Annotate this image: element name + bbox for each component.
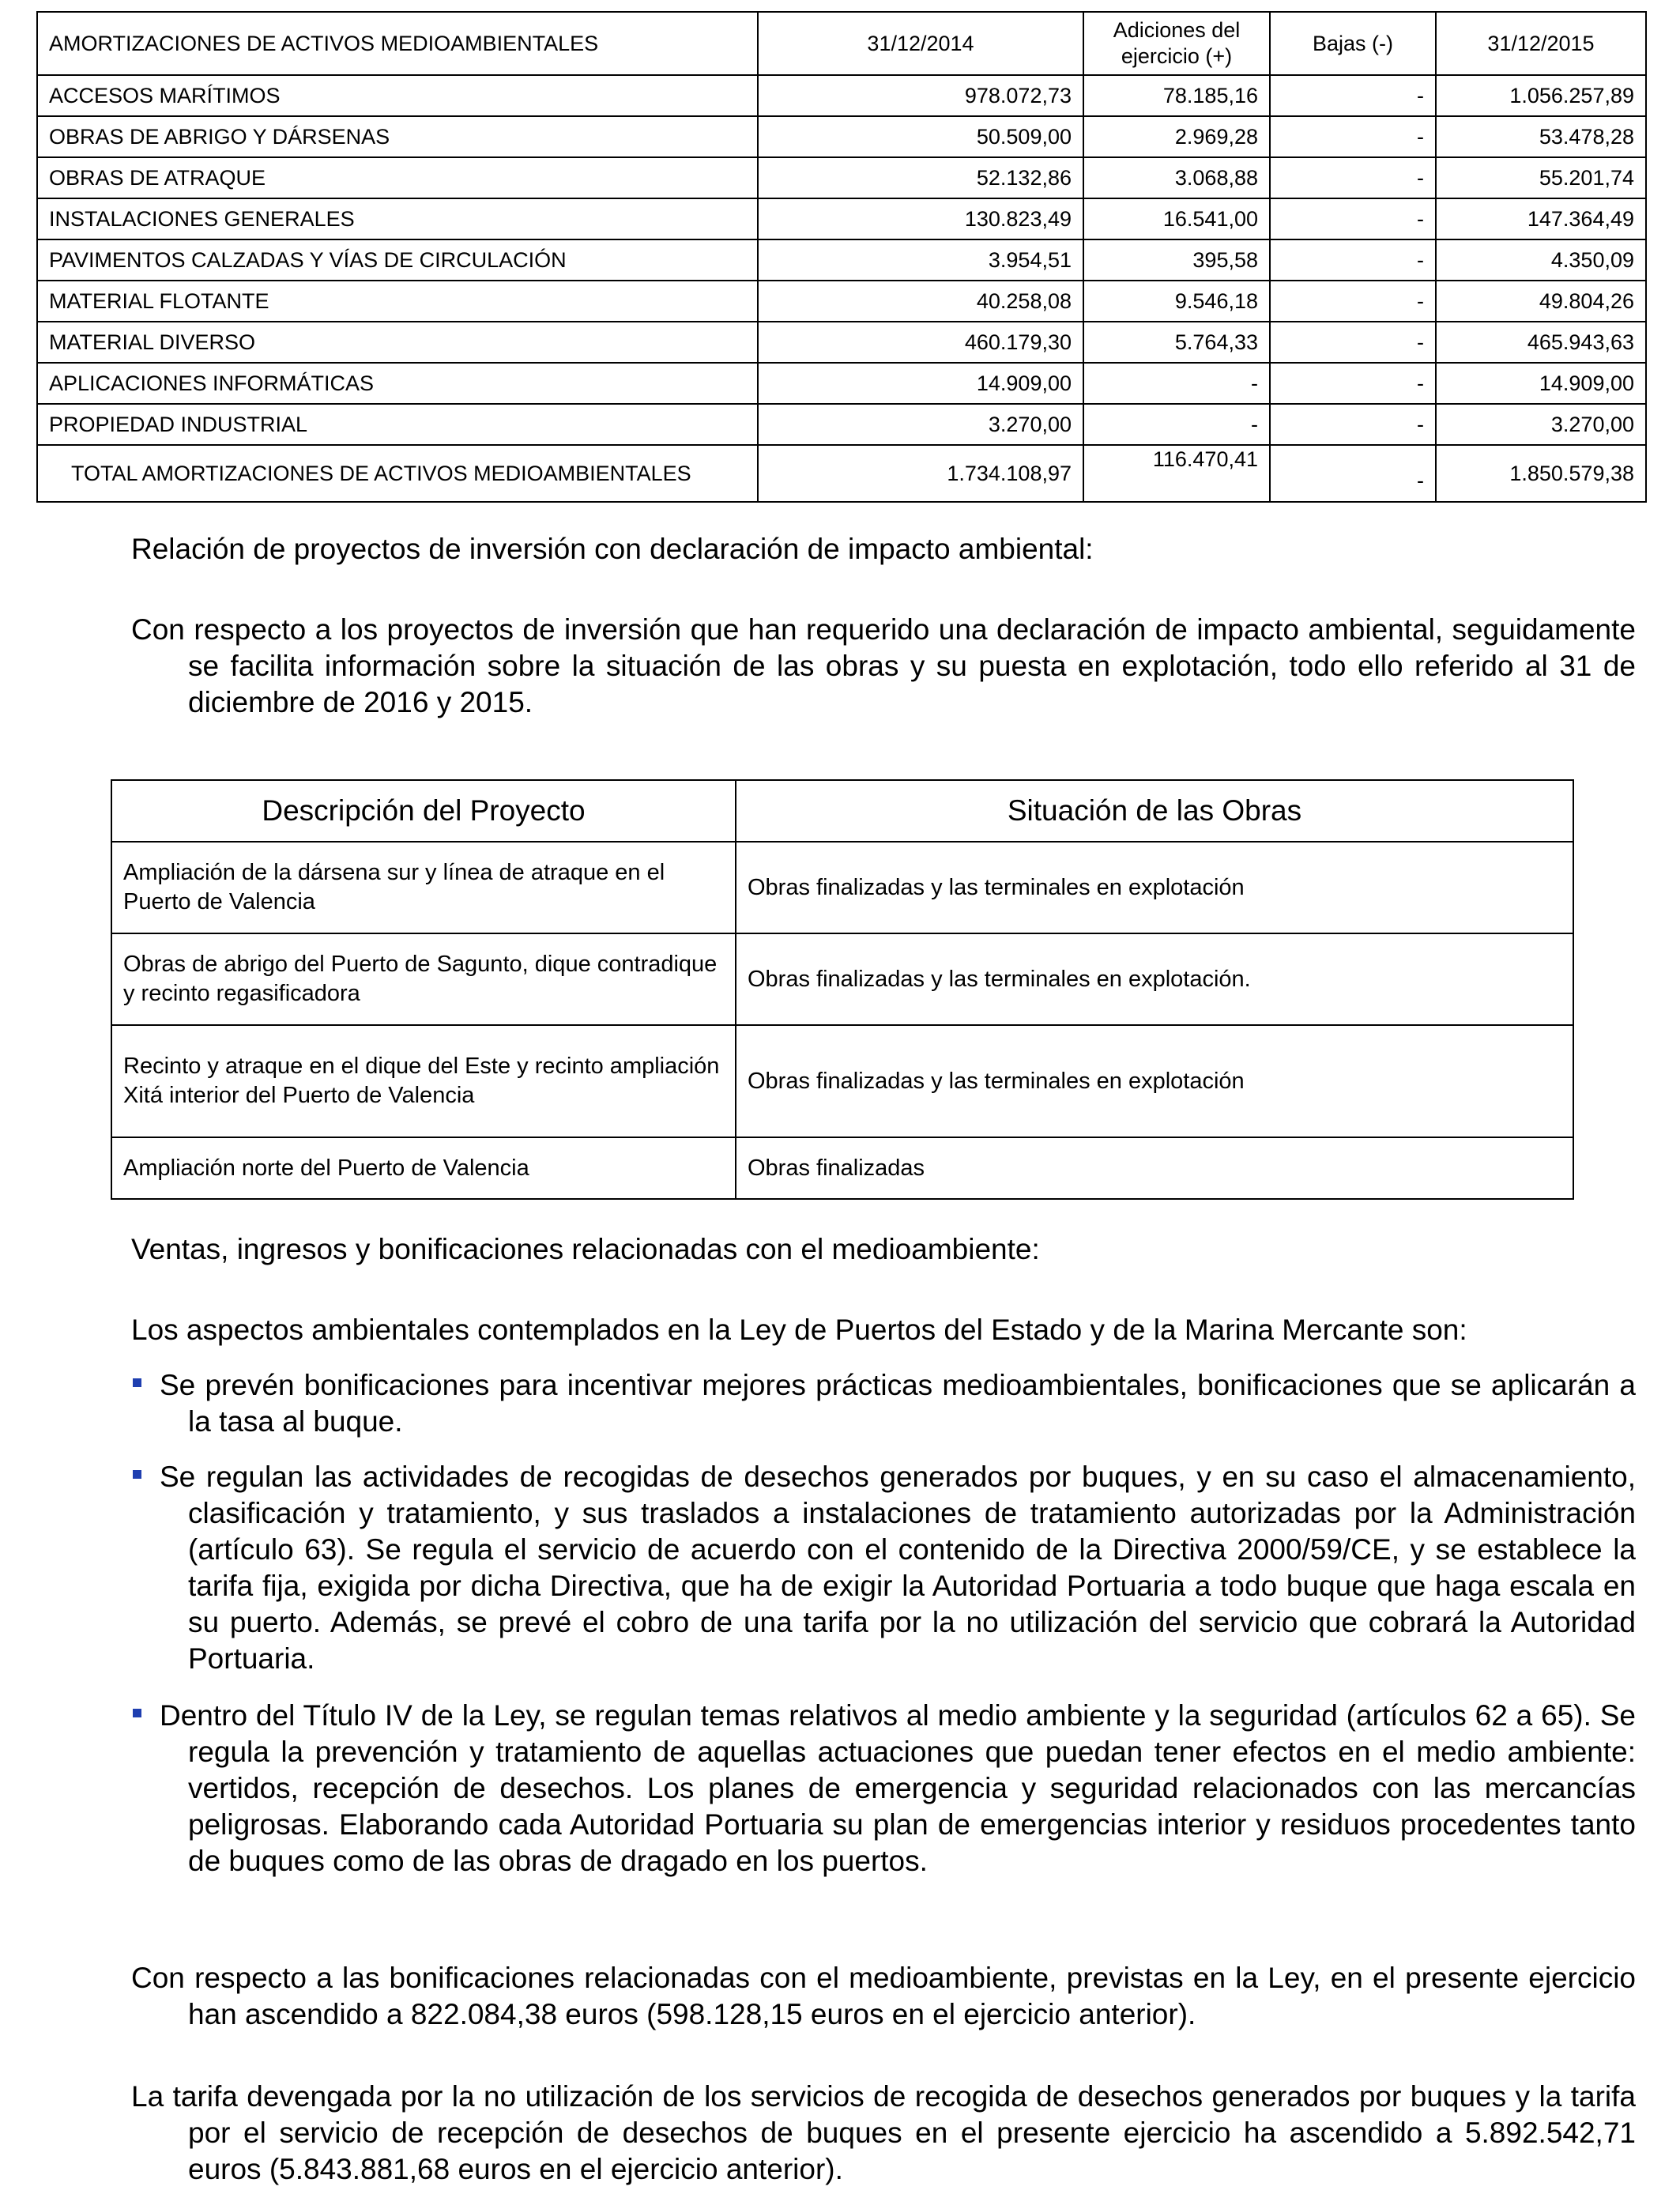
- row-start: 50.509,00: [758, 116, 1083, 157]
- list-item-text: Se prevén bonificaciones para incentivar mejores prácticas medioambientales, bonificaciones que se aplicarán a la tasa al buque.: [160, 1369, 1636, 1438]
- paragraph-aspects-intro: Los aspectos ambientales contemplados en la Ley de Puertos del Estado y de la Marina Mercante son:: [131, 1314, 1467, 1346]
- total-add: 116.470,41: [1083, 445, 1270, 502]
- row-end: 3.270,00: [1436, 404, 1646, 445]
- total-rem: -: [1270, 445, 1436, 502]
- table-row: [37, 281, 1646, 322]
- table-header-row: [37, 12, 1646, 75]
- table-row: [37, 239, 1646, 281]
- row-rem: -: [1270, 75, 1436, 116]
- row-start: 3.954,51: [758, 239, 1083, 281]
- table-row: [111, 842, 1573, 933]
- row-rem: -: [1270, 198, 1436, 239]
- list-item: [131, 1698, 1636, 1879]
- table-row: [37, 75, 1646, 116]
- row-label: MATERIAL DIVERSO: [37, 322, 758, 363]
- table-row: [111, 1137, 1573, 1199]
- row-rem: -: [1270, 239, 1436, 281]
- paragraph-projects-intro: [131, 612, 1636, 721]
- row-start: 978.072,73: [758, 75, 1083, 116]
- total-row: [37, 445, 1646, 502]
- table-row: [37, 157, 1646, 198]
- projects-table: [111, 779, 1574, 1200]
- row-add: 5.764,33: [1083, 322, 1270, 363]
- table-row: [111, 1025, 1573, 1137]
- row-start: 130.823,49: [758, 198, 1083, 239]
- row-add: 3.068,88: [1083, 157, 1270, 198]
- row-add: -: [1083, 363, 1270, 404]
- row-start: 14.909,00: [758, 363, 1083, 404]
- table-row: [37, 322, 1646, 363]
- row-rem: -: [1270, 116, 1436, 157]
- row-label: OBRAS DE ATRAQUE: [37, 157, 758, 198]
- header-label: AMORTIZACIONES DE ACTIVOS MEDIOAMBIENTALES: [37, 12, 758, 75]
- row-start: 460.179,30: [758, 322, 1083, 363]
- row-label: INSTALACIONES GENERALES: [37, 198, 758, 239]
- paragraph-tariff: [131, 2079, 1636, 2188]
- list-item: [131, 1367, 1636, 1440]
- row-end: 14.909,00: [1436, 363, 1646, 404]
- header-additions: Adiciones del ejercicio (+): [1083, 12, 1270, 75]
- header-description: Descripción del Proyecto: [111, 780, 736, 842]
- row-add: -: [1083, 404, 1270, 445]
- row-rem: -: [1270, 404, 1436, 445]
- list-item: [131, 1459, 1636, 1677]
- row-start: 52.132,86: [758, 157, 1083, 198]
- row-add: 16.541,00: [1083, 198, 1270, 239]
- project-description: Obras de abrigo del Puerto de Sagunto, dique contradique y recinto regasificadora: [111, 933, 736, 1025]
- row-label: MATERIAL FLOTANTE: [37, 281, 758, 322]
- paragraph-text: Con respecto a las bonificaciones relacionadas con el medioambiente, previstas en la Ley, en el presente ejercicio han ascendido a 822.084,38 euros (598.128,15 euros en el ejercicio anterior).: [131, 1962, 1636, 2030]
- list-item-text: Dentro del Título IV de la Ley, se regulan temas relativos al medio ambiente y la seguridad (artículos 62 a 65). Se regula la prevención y tratamiento de aquellas actuaciones que puedan tener efectos en el medio ambiente: vertidos, recepción de desechos. Los planes de emergencia y seguridad relacionados con las mercancías peligrosas. Elaborando cada Autoridad Portuaria su plan de emergencias interior y residuos procedentes tanto de buques como de las obras de dragado en los puertos.: [160, 1699, 1636, 1877]
- project-description: Ampliación norte del Puerto de Valencia: [111, 1137, 736, 1199]
- row-start: 40.258,08: [758, 281, 1083, 322]
- paragraph-bonuses: [131, 1960, 1636, 2033]
- row-label: APLICACIONES INFORMÁTICAS: [37, 363, 758, 404]
- row-end: 49.804,26: [1436, 281, 1646, 322]
- row-add: 2.969,28: [1083, 116, 1270, 157]
- table-row: [111, 933, 1573, 1025]
- header-date-end: 31/12/2015: [1436, 12, 1646, 75]
- amortizations-table: [36, 11, 1647, 503]
- table-row: [37, 363, 1646, 404]
- project-description: Recinto y atraque en el dique del Este y recinto ampliación Xitá interior del Puerto de Valencia: [111, 1025, 736, 1137]
- row-rem: -: [1270, 157, 1436, 198]
- project-status: Obras finalizadas: [736, 1137, 1573, 1199]
- row-add: 9.546,18: [1083, 281, 1270, 322]
- row-start: 3.270,00: [758, 404, 1083, 445]
- row-end: 53.478,28: [1436, 116, 1646, 157]
- row-add: 78.185,16: [1083, 75, 1270, 116]
- project-description: Ampliación de la dársena sur y línea de atraque en el Puerto de Valencia: [111, 842, 736, 933]
- paragraph-text: Con respecto a los proyectos de inversión que han requerido una declaración de impacto ambiental, seguidamente se facilita información sobre la situación de las obras y su puesta en explotación, todo ello referido al 31 de diciembre de 2016 y 2015.: [131, 613, 1636, 718]
- header-date-start: 31/12/2014: [758, 12, 1083, 75]
- row-label: ACCESOS MARÍTIMOS: [37, 75, 758, 116]
- bullet-square-icon: [133, 1709, 141, 1717]
- total-label: TOTAL AMORTIZACIONES DE ACTIVOS MEDIOAMBIENTALES: [37, 445, 758, 502]
- project-status: Obras finalizadas y las terminales en explotación: [736, 842, 1573, 933]
- list-item-text: Se regulan las actividades de recogidas de desechos generados por buques, y en su caso el almacenamiento, clasificación y tratamiento, y sus traslados a instalaciones de tratamiento autorizadas por la Administración (artículo 63). Se regula el servicio de acuerdo con el contenido de la Directiva 2000/59/CE, y se establece la tarifa fija, exigida por dicha Directiva, que ha de exigir la Autoridad Portuaria a todo buque que haga escala en su puerto. Además, se prevé el cobro de una tarifa por la no utilización del servicio que cobrará la Autoridad Portuaria.: [160, 1461, 1636, 1675]
- table-header-row: [111, 780, 1573, 842]
- row-end: 147.364,49: [1436, 198, 1646, 239]
- project-status: Obras finalizadas y las terminales en explotación: [736, 1025, 1573, 1137]
- row-add: 395,58: [1083, 239, 1270, 281]
- paragraph-text: La tarifa devengada por la no utilización de los servicios de recogida de desechos generados por buques y la tarifa por el servicio de recepción de desechos de buques en el presente ejercicio ha ascendido a 5.892.542,71 euros (5.843.881,68 euros en el ejercicio anterior).: [131, 2080, 1636, 2185]
- row-rem: -: [1270, 281, 1436, 322]
- header-removals: Bajas (-): [1270, 12, 1436, 75]
- row-label: OBRAS DE ABRIGO Y DÁRSENAS: [37, 116, 758, 157]
- row-end: 465.943,63: [1436, 322, 1646, 363]
- row-rem: -: [1270, 322, 1436, 363]
- row-end: 4.350,09: [1436, 239, 1646, 281]
- row-rem: -: [1270, 363, 1436, 404]
- bullet-square-icon: [133, 1470, 141, 1479]
- row-label: PROPIEDAD INDUSTRIAL: [37, 404, 758, 445]
- bullet-square-icon: [133, 1378, 141, 1387]
- row-end: 1.056.257,89: [1436, 75, 1646, 116]
- section-heading-projects: Relación de proyectos de inversión con declaración de impacto ambiental:: [131, 533, 1094, 565]
- row-end: 55.201,74: [1436, 157, 1646, 198]
- total-start: 1.734.108,97: [758, 445, 1083, 502]
- row-label: PAVIMENTOS CALZADAS Y VÍAS DE CIRCULACIÓN: [37, 239, 758, 281]
- table-row: [37, 116, 1646, 157]
- header-status: Situación de las Obras: [736, 780, 1573, 842]
- table-row: [37, 404, 1646, 445]
- table-row: [37, 198, 1646, 239]
- project-status: Obras finalizadas y las terminales en explotación.: [736, 933, 1573, 1025]
- total-end: 1.850.579,38: [1436, 445, 1646, 502]
- section-heading-sales: Ventas, ingresos y bonificaciones relacionadas con el medioambiente:: [131, 1233, 1040, 1265]
